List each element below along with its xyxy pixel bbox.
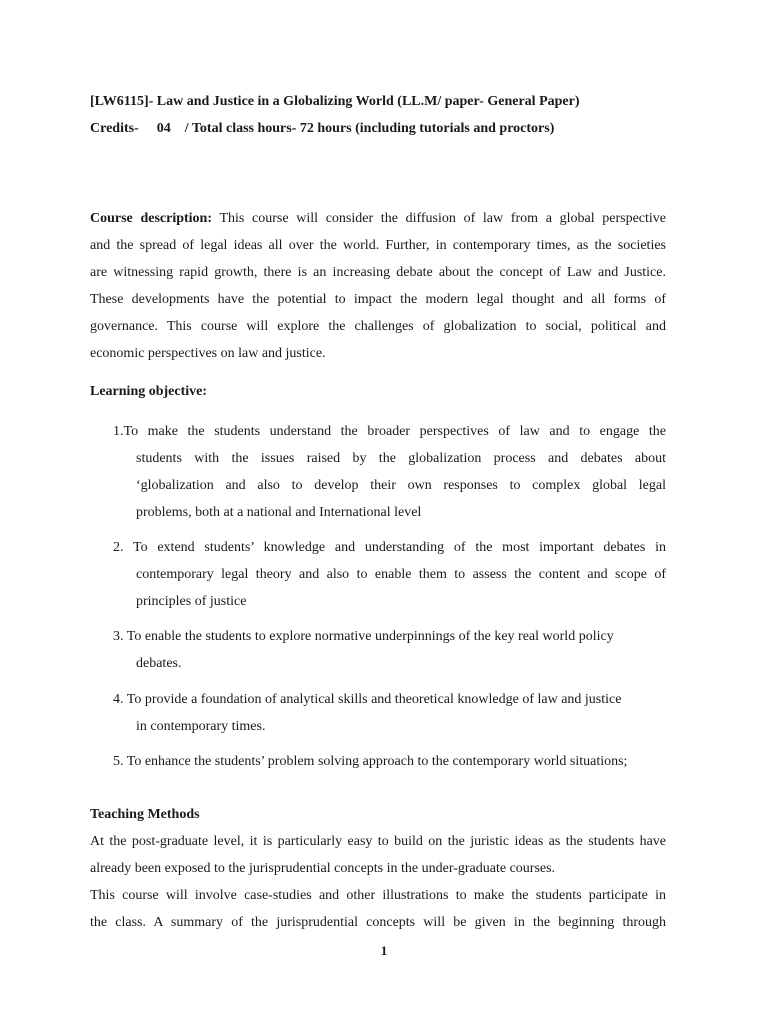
teaching-methods-line: At the post-graduate level, it is particularly easy to build on the juristic ideas as the students have [90,834,666,849]
course-description-line: are witnessing rapid growth, there is an increasing debate about the concept of Law and Justice. [90,265,666,280]
learning-objective-heading: Learning objective: [90,384,208,399]
objective-line: problems, both at a national and International level [136,505,422,520]
objective-item-1 [113,423,666,531]
course-description-line [90,210,666,237]
objective-item-5 [113,753,666,780]
page-number: 1 [380,943,388,958]
objective-line: 1.To make the students understand the broader perspectives of law and to engage the [113,424,666,439]
objective-line: principles of justice [136,594,247,609]
objective-line: 3. To enable the students to explore normative underpinnings of the key real world policy [113,629,614,644]
credits-line [90,121,554,137]
objective-line: 4. To provide a foundation of analytical skills and theoretical knowledge of law and justice [113,692,622,707]
objective-line: ‘globalization and also to develop their own responses to complex global legal [136,478,666,493]
credits-hours: / Total class hours- 72 hours (including tutorials and proctors) [184,121,555,136]
course-description-line: and the spread of legal ideas all over the world. Further, in contemporary times, as the societies [90,238,666,253]
course-description-label: Course description: [90,211,213,226]
teaching-methods-line: already been exposed to the jurisprudential concepts in the under-graduate courses. [90,861,556,876]
course-description [90,210,666,372]
objective-line: 5. To enhance the students’ problem solving approach to the contemporary world situations; [113,754,628,769]
credits-label: Credits- [90,121,139,136]
course-description-line: governance. This course will explore the challenges of globalization to social, political and [90,319,666,334]
credits-value: 04 [156,121,171,136]
course-description-text: This course will consider the diffusion of law from a global perspective [219,211,667,226]
teaching-methods-heading: Teaching Methods [90,807,200,822]
objective-line: debates. [136,656,182,671]
objective-line: in contemporary times. [136,719,266,734]
objective-line: 2. To extend students’ knowledge and understanding of the most important debates in [113,540,666,555]
objective-line: students with the issues raised by the globalization process and debates about [136,451,666,466]
objective-item-4 [113,691,666,745]
teaching-methods-line: This course will involve case-studies and other illustrations to make the students participate in [90,888,666,903]
course-description-line: These developments have the potential to impact the modern legal thought and all forms of [90,292,666,307]
objective-line: contemporary legal theory and also to enable them to assess the content and scope of [136,567,666,582]
course-description-line: economic perspectives on law and justice. [90,346,326,361]
objective-item-2 [113,539,666,620]
teaching-methods-text [90,833,666,941]
course-title: [LW6115]- Law and Justice in a Globalizing World (LL.M/ paper- General Paper) [90,94,580,109]
objective-item-3 [113,628,666,682]
teaching-methods-line: the class. A summary of the jurisprudential concepts will be given in the beginning through [90,915,666,930]
